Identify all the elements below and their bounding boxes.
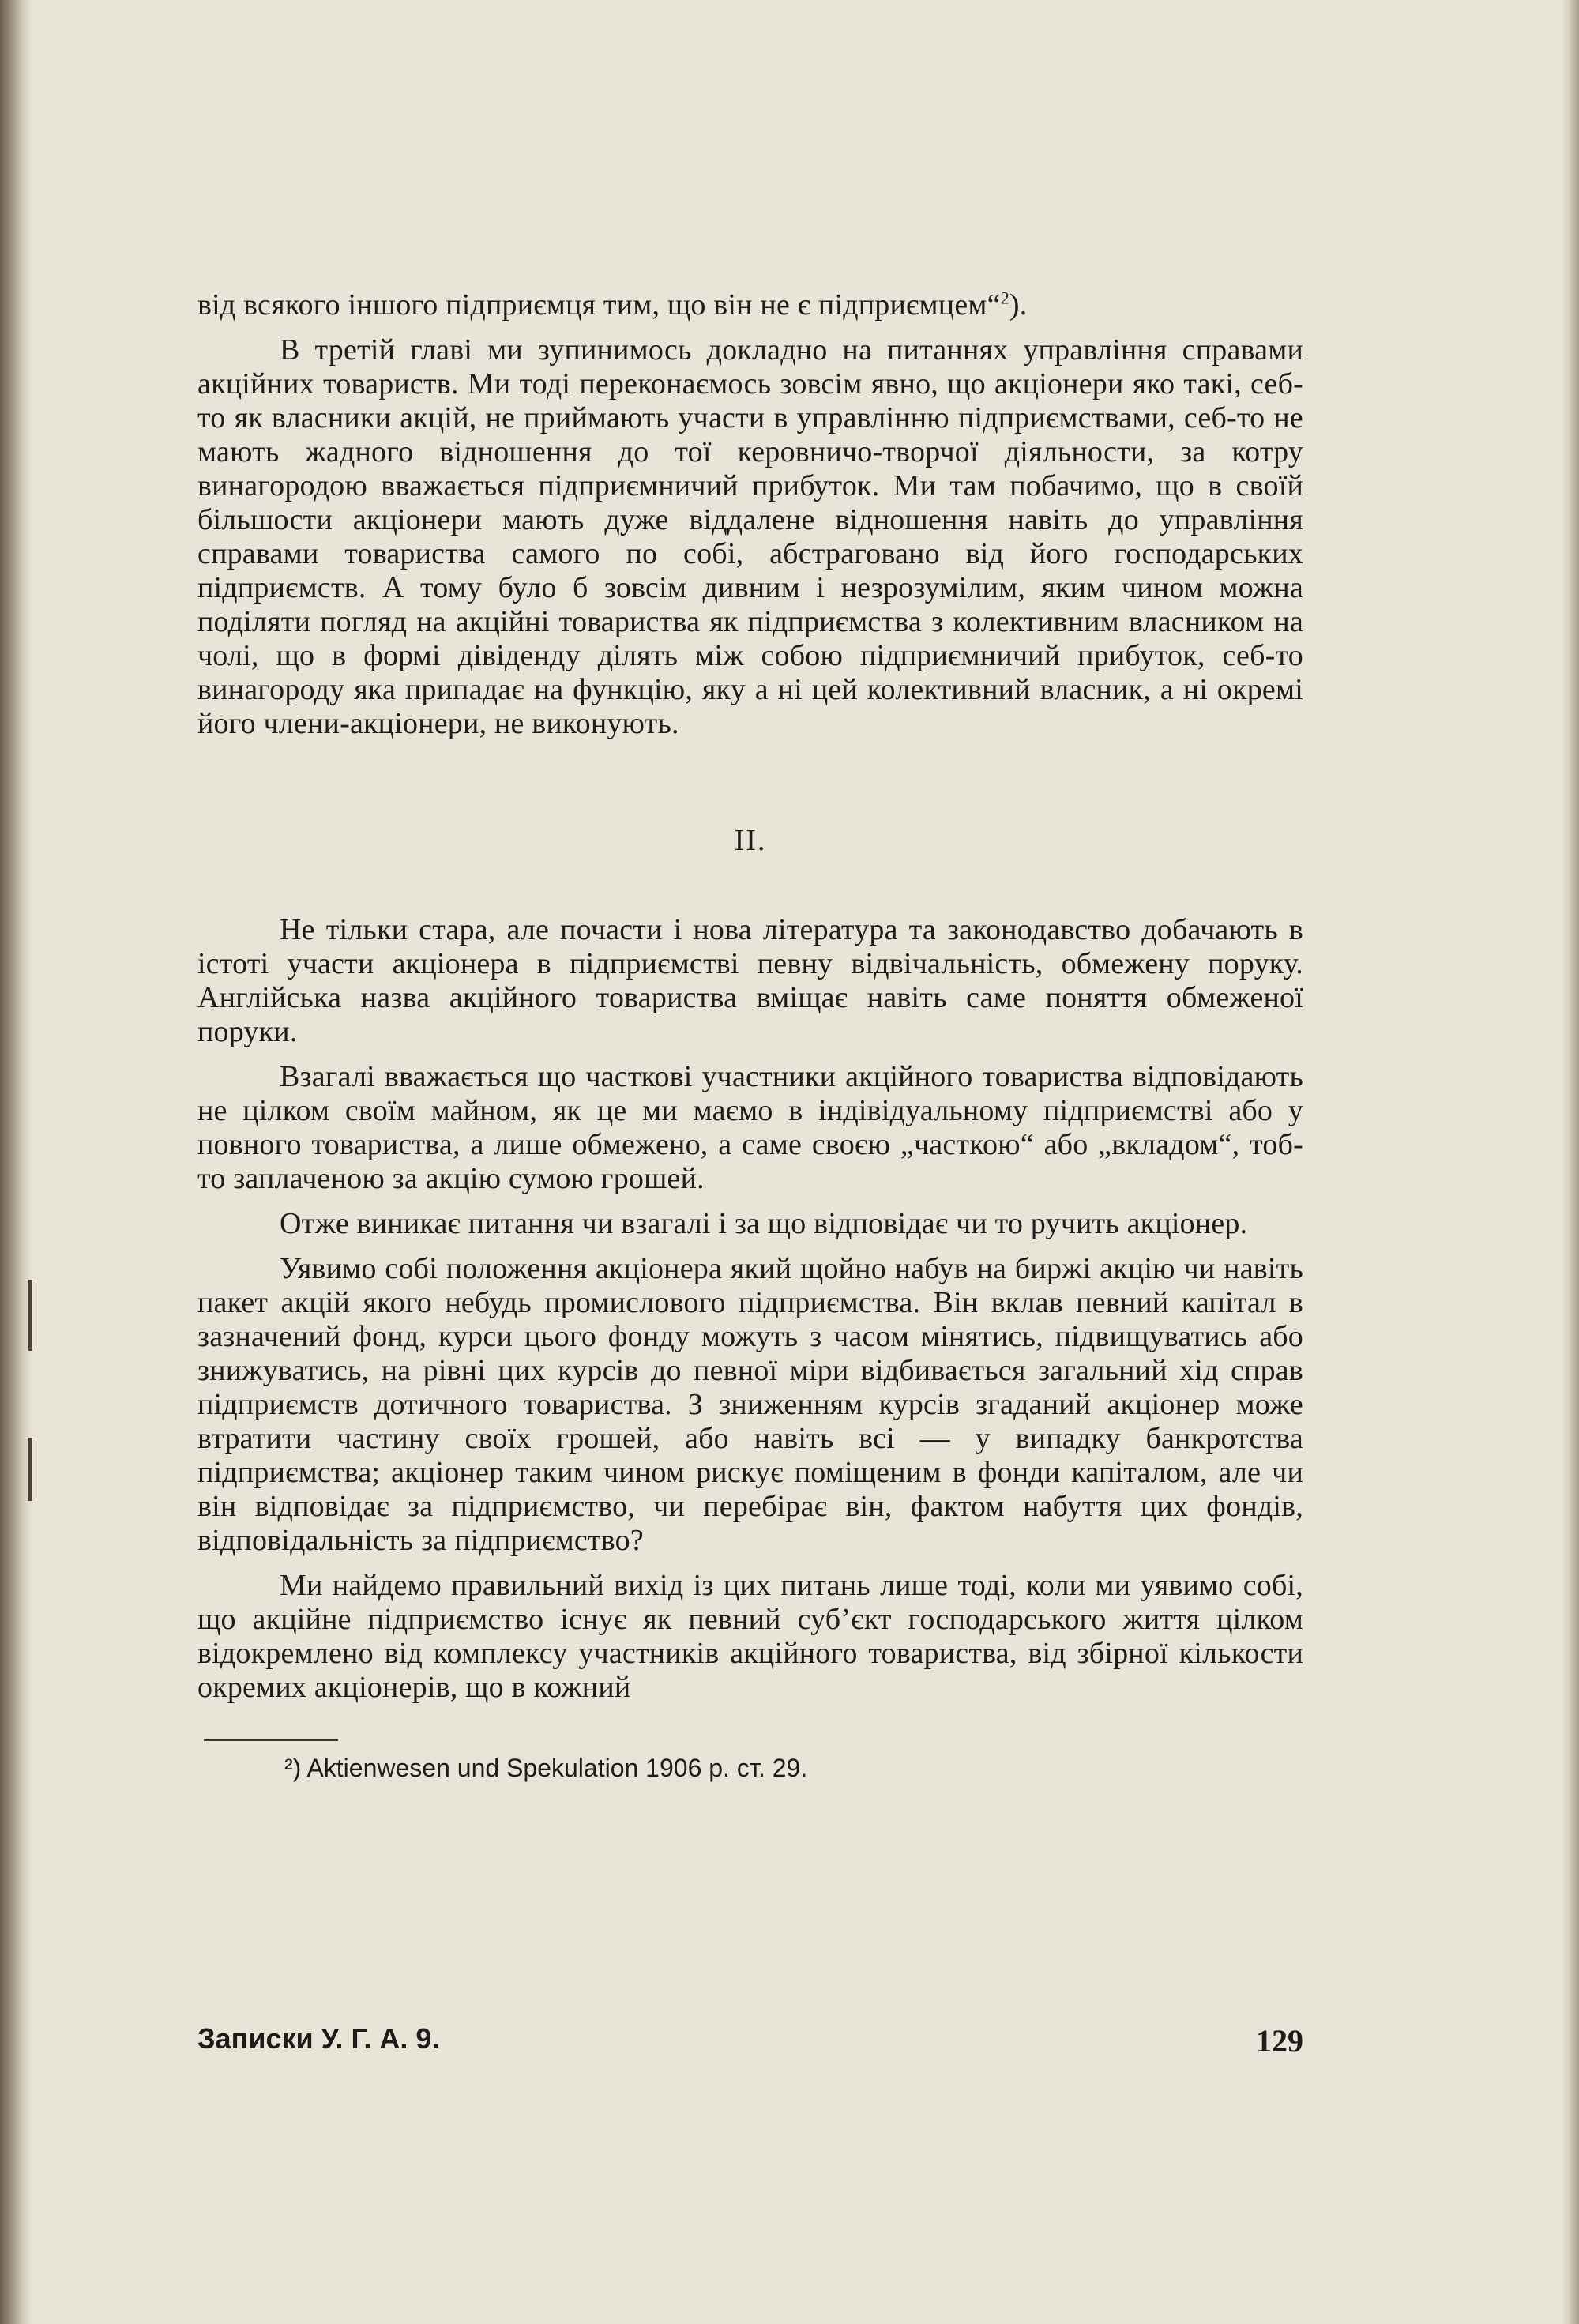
paragraph-text-end: ). <box>1009 288 1028 322</box>
footnote-marker: ²) <box>284 1754 302 1782</box>
page-body <box>197 288 1303 1784</box>
margin-mark <box>28 1438 32 1501</box>
page-spine-shadow <box>0 0 32 2324</box>
paragraph: Взагалі вважається що часткові участники акційного товариства відповідають не цілком своїм майном, як це ми маємо в індівідуальному підприємстві або у повного товариства, а лише обмежено, а саме своєю „часткою“ або „вкладом“, тоб-то заплаченою за акцію сумою грошей. <box>197 1060 1303 1195</box>
page-number: 129 <box>1256 2023 1303 2059</box>
paragraph: Не тільки стара, але почасти і нова література та законодавство добачають в істоті участи акціонера в підприємстві певну відвічальність, обмежену поруку. Англійська назва акційного товариства вміщає навіть саме поняття обмеженої поруки. <box>197 913 1303 1048</box>
paragraph: В третій главі ми зупинимось докладно на питаннях управління справами акційних товариств. Ми тоді переконаємось зовсім явно, що акціонери яко такі, себ-то як власники акцій, не приймають участи в управлінню підприємствами, себ-то не мають жадного відношення до тої керовничо-творчої діяльности, за котру винагородою вважається підприємничий прибуток. Ми там побачимо, що в своїй більшости акціонери мають дуже віддалене відношення навіть до управління справами товариства самого по собі, абстраговано від його господарських підприємств. А тому було б зовсім дивним і незрозумілим, яким чином можна поділяти погляд на акційні товариства як підприємства з колективним власником на чолі, що в формі діві‌денду ділять між собою підприємничий прибуток, себ-то винагороду яка припадає на функцію, яку а ні цей колективний власник, а ні окремі його члени-акціонери, не виконують. <box>197 333 1303 740</box>
page-footer <box>197 2022 1303 2059</box>
page-right-edge <box>1562 0 1579 2324</box>
footnote <box>197 1752 1303 1784</box>
margin-mark <box>28 1280 32 1351</box>
section-heading: II. <box>734 824 767 857</box>
paragraph: Отже виникає питання чи взагалі і за що відповідає чи то ручить акціонер. <box>280 1207 1248 1240</box>
paragraph-text: від всякого іншого підприємця тим, що він не є підприємцем“ <box>197 288 1001 322</box>
paragraph: Ми найдемо правильний вихід із цих питань лише тоді, коли ми уявимо собі, що акційне підприємство існує як певний суб’єкт господарського життя цілком відокремлено від комплексу участників акційного товариства, від збірної кількости окремих акціонерів, що в кожний <box>197 1569 1303 1704</box>
footnote-divider <box>204 1739 338 1741</box>
footnote-text: Aktienwesen und Spekulation 1906 р. ст. 29. <box>306 1754 808 1782</box>
paragraph-continuation <box>197 288 1303 322</box>
journal-title: Записки У. Г. А. 9. <box>197 2022 440 2055</box>
paragraph: Уявимо собі положення акціонера який щойно набув на биржі акцію чи навіть пакет акцій якого небудь промислового підприємства. Він вклав певний капітал в зазначений фонд, курси цього фонду можуть з часом мінятись, підвищуватись або знижуватись, на рівні цих курсів до певної міри відбивається загальний хід справ підприємств дотичного товариства. З зниженням курсів згаданий акціонер може втратити частину своїх грошей, або навіть всі — у випадку банкротства підприємства; акціонер таким чином рискує поміщеним в фонди капіталом, але чи він відповідає за підприємство, чи перебірає він, фактом набуття цих фондів, відповідальність за підприємство? <box>197 1252 1303 1557</box>
footnote-reference: 2 <box>1000 288 1009 308</box>
